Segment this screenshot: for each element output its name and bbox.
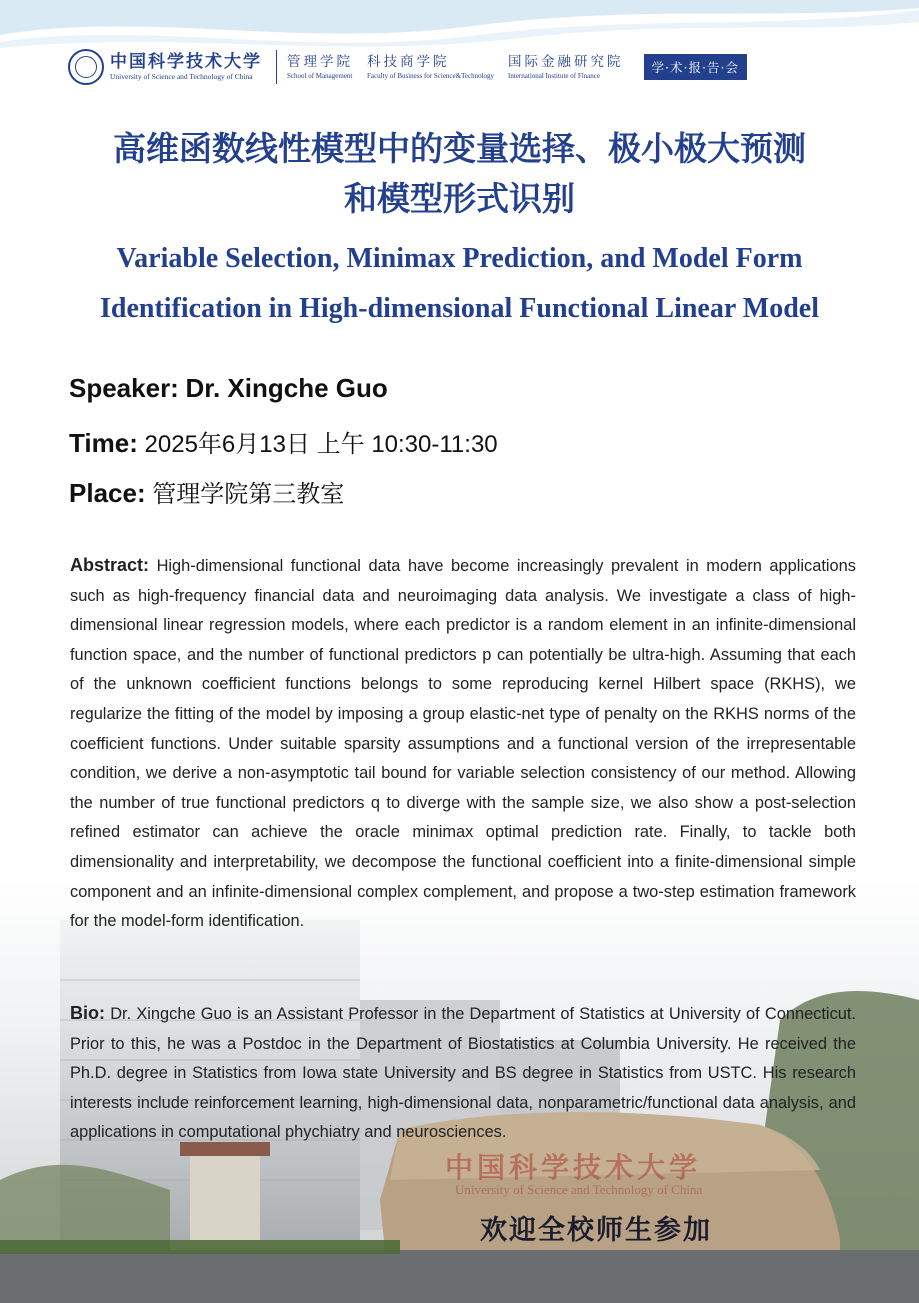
- bio-text: Dr. Xingche Guo is an Assistant Professor in the Department of Statistics at University of Connecticut. Prior to this, he was a Postdoc in the Department of Biostatistics at Columbia University. He received the Ph.D. degree in Statistics from Iowa state University and BS degree in Statistics from USTC. His research interests include reinforcement learning, high-dimensional data, nonparametric/functional data analysis, and applications in computational phychiatry and neurosciences.: [70, 1005, 856, 1142]
- bio-paragraph: [70, 999, 856, 1148]
- school-name-cn: 科技商学院: [367, 54, 450, 70]
- school-management: [287, 53, 353, 81]
- school-name-cn: 管理学院: [287, 54, 353, 70]
- title-english: [40, 234, 879, 334]
- school-name-en: School of Management: [287, 72, 353, 80]
- time-line: [69, 424, 498, 459]
- header-bar: [68, 45, 859, 89]
- university-name: [110, 52, 262, 82]
- title-en-line1: Variable Selection, Minimax Prediction, and Model Form: [116, 243, 803, 274]
- abstract-paragraph: [70, 551, 856, 937]
- university-seal-icon: [68, 49, 104, 85]
- place-value: 管理学院第三教室: [152, 481, 345, 508]
- school-finance: [508, 53, 624, 81]
- school-name-en: Faculty of Business for Science&Technology: [367, 72, 495, 80]
- speaker-name: Dr. Xingche Guo: [185, 373, 388, 403]
- time-value: 2025年6月13日 上午 10:30-11:30: [144, 431, 498, 458]
- welcome-text: 欢迎全校师生参加: [480, 1215, 712, 1246]
- seminar-badge: 学·术·报·告·会: [644, 54, 747, 80]
- title-chinese: [0, 124, 919, 224]
- speaker-label: Speaker:: [69, 373, 179, 403]
- title-en-line2: Identification in High-dimensional Functional Linear Model: [99, 293, 819, 324]
- place-line: [69, 474, 344, 509]
- school-name-cn: 国际金融研究院: [508, 54, 624, 70]
- abstract-label: Abstract:: [70, 555, 150, 575]
- stone-inscription-en: University of Science and Technology of China: [455, 1182, 703, 1197]
- header-divider: [276, 50, 277, 84]
- bio-label: Bio:: [70, 1003, 105, 1023]
- title-cn-line2: 和模型形式识别: [344, 179, 575, 218]
- place-label: Place:: [69, 478, 146, 508]
- school-business: [367, 53, 494, 81]
- university-name-cn: 中国科学技术大学: [110, 52, 262, 72]
- speaker-line: [69, 373, 388, 404]
- title-cn-line1: 高维函数线性模型中的变量选择、极小极大预测: [113, 129, 806, 168]
- abstract-text: High-dimensional functional data have become increasingly prevalent in modern applications such as high-frequency financial data and neuroimaging data analysis. We investigate a class of high-dimensional linear regression models, where each predictor is a random element in an infinite-dimensional function space, and the number of functional predictors p can potentially be ultra-high. Assuming that each of the unknown coefficient functions belongs to some reproducing kernel Hilbert space (RKHS), we regularize the fitting of the model by imposing a group elastic-net type of penalty on the RKHS norms of the coefficient functions. Under suitable sparsity assumptions and a functional version of the irrepresentable condition, we derive a non-asymptotic tail bound for variable selection consistency of our method. Allowing the number of true functional predictors q to diverge with the sample size, we also show a post-selection refined estimator can achieve the oracle minimax optimal prediction rate. Finally, to tackle both dimensionality and interpretability, we decompose the functional coefficient into a finite-dimensional simple component and an infinite-dimensional complex complement, and propose a two-step estimation framework for the model-form identification.: [70, 557, 856, 931]
- university-name-en: University of Science and Technology of China: [110, 72, 253, 81]
- school-name-en: International Institute of Finance: [508, 72, 600, 80]
- stone-inscription-cn: 中国科学技术大学: [445, 1151, 702, 1184]
- time-label: Time:: [69, 428, 138, 458]
